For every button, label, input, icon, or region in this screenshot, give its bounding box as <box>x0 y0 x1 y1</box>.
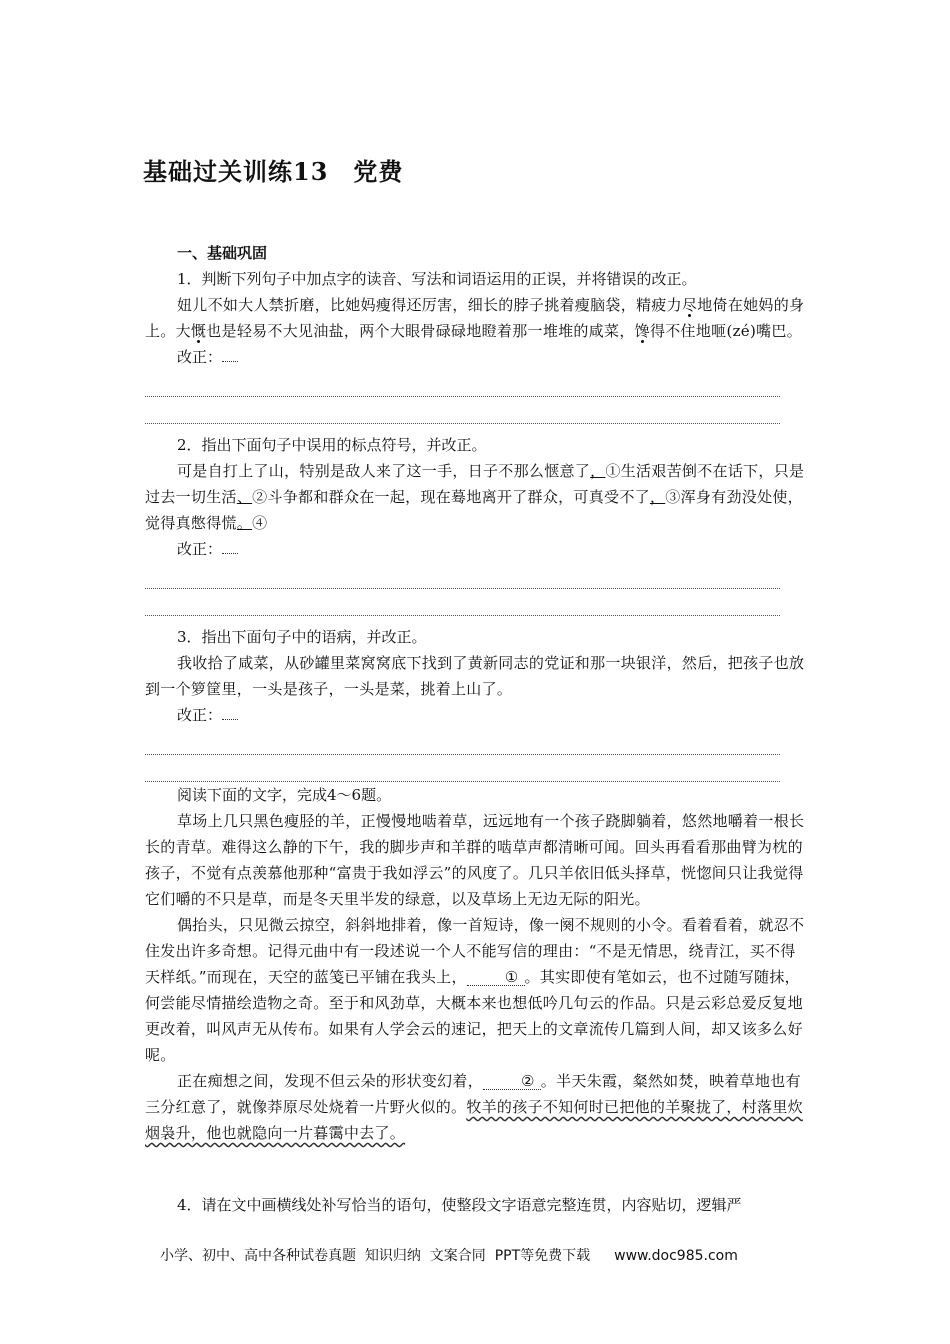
answer-line[interactable] <box>145 562 780 589</box>
marker: ② <box>252 488 268 506</box>
punct-mark: 、 <box>236 488 253 506</box>
answer-blank[interactable] <box>222 539 238 554</box>
answer-line[interactable] <box>145 397 780 424</box>
punct-mark: 。 <box>236 514 253 532</box>
punct-mark: ， <box>590 462 606 480</box>
dotted-char: 慨 <box>190 322 207 340</box>
question-2-passage: 可是自打上了山，特别是敌人来了这一手，日子不那么惬意了，①生活艰苦倒不在话下，只是过去一切生活、②斗争都和群众在一起，现在蓦地离开了群众，可真受不了，③浑身有劲没处使，觉得真憋得慌。④ <box>145 462 805 532</box>
answer-blank[interactable] <box>222 705 238 720</box>
question-1-prompt: 1．判断下列句子中加点字的读音、写法和词语运用的正误，并将错误的改正。 <box>177 270 697 288</box>
reading-paragraph-1: 草场上几只黑色瘦胫的羊，正慢慢地啮着草，远远地有一个孩子跷脚躺着，悠然地嚼着一根长长的青草。难得这么静的下午，我的脚步声和羊群的啮草声都清晰可闻。回头再看看那曲臂为枕的孩子，不觉有点羡慕他那种“富贵于我如浮云”的风度了。几只羊依旧低头择草，恍惚间只让我觉得它们嚼的不只是草，而是冬天里半发的绿意，以及草场上无边无际的阳光。 <box>145 812 805 908</box>
dotted-char: 尽 <box>681 296 698 314</box>
answer-label: 改正： <box>145 536 810 562</box>
fill-blank-1[interactable]: ① <box>467 969 525 986</box>
marker: ① <box>605 462 621 480</box>
answer-line[interactable] <box>145 728 780 755</box>
footer: 小学、初中、高中各种试卷真题 知识归纳 文案合同 PPT等免费下载 www.doc985.com <box>160 1248 738 1264</box>
punct-mark: ， <box>649 488 666 506</box>
answer-line[interactable] <box>145 755 780 782</box>
question-3-passage: 我收拾了咸菜，从砂罐里菜窝窝底下找到了黄新同志的党证和那一块银洋，然后，把孩子也放到一个箩筐里，一头是孩子，一头是菜，挑着上山了。 <box>145 654 805 698</box>
marker: ④ <box>252 514 268 532</box>
question-2-prompt: 2．指出下面句子中误用的标点符号，并改正。 <box>177 436 487 454</box>
reading-paragraph-3: 正在痴想之间，发现不但云朵的形状变幻着， ② 。半天朱霞，粲然如焚，映着草地也有三分红意了，就像莽原尽处烧着一片野火似的。牧羊的孩子不知何时已把他的羊聚拢了，村落里炊烟袅升，他也就隐向一片暮霭中去了。 <box>145 1072 803 1142</box>
question-3-prompt: 3．指出下面句子中的语病，并改正。 <box>177 628 427 646</box>
fill-blank-2[interactable]: ② <box>483 1073 541 1090</box>
answer-line[interactable] <box>145 370 780 397</box>
content <box>145 240 810 1218</box>
marker: ③ <box>665 488 681 506</box>
reading-intro: 阅读下面的文字，完成4～6题。 <box>177 786 392 804</box>
question-4-prompt: 4．请在文中画横线处补写恰当的语句，使整段文字语意完整连贯，内容贴切，逻辑严 <box>177 1196 742 1214</box>
page-title: 基础过关训练13 党费 <box>143 157 404 186</box>
answer-blank[interactable] <box>222 347 238 362</box>
question-1-passage: 妞儿不如大人禁折磨，比她妈瘦得还厉害，细长的脖子挑着瘦脑袋，精疲力尽地倚在她妈的身上。大慨也是轻易不大见油盐，两个大眼骨碌碌地瞪着那一堆堆的咸菜，馋得不住地咂(zé)嘴巴。 <box>145 296 805 340</box>
wavy-underlined-sentence: 牧羊的孩子不知何时已把他的羊聚拢了，村落里炊烟袅升，他也就隐向一片暮霭中去了。 <box>145 1098 803 1142</box>
reading-paragraph-2: 偶抬头，只见微云掠空，斜斜地排着，像一首短诗，像一阕不规则的小令。看着看着，就忍不住发出许多奇想。记得元曲中有一段述说一个人不能写信的理由：“不是无情思，绕青江，买不得天样纸。”而现在，天空的蓝笺已平铺在我头上， ① 。其实即使有笔如云，也不过随写随抹，何尝能尽情描绘造物之奇。至于和风劲草，大概本来也想低吟几句云的作品。只是云彩总爱反复地更改着，叫风声无从传布。如果有人学会云的速记，把天上的文章流传几篇到人间，却又该多么好呢。 <box>145 916 805 1064</box>
answer-label: 改正： <box>145 702 810 728</box>
section-heading: 一、基础巩固 <box>177 244 268 262</box>
footer-site[interactable]: www.doc985.com <box>614 1248 738 1264</box>
dotted-char: 馋 <box>634 322 650 340</box>
answer-line[interactable] <box>145 589 780 616</box>
answer-label: 改正： <box>145 344 810 370</box>
